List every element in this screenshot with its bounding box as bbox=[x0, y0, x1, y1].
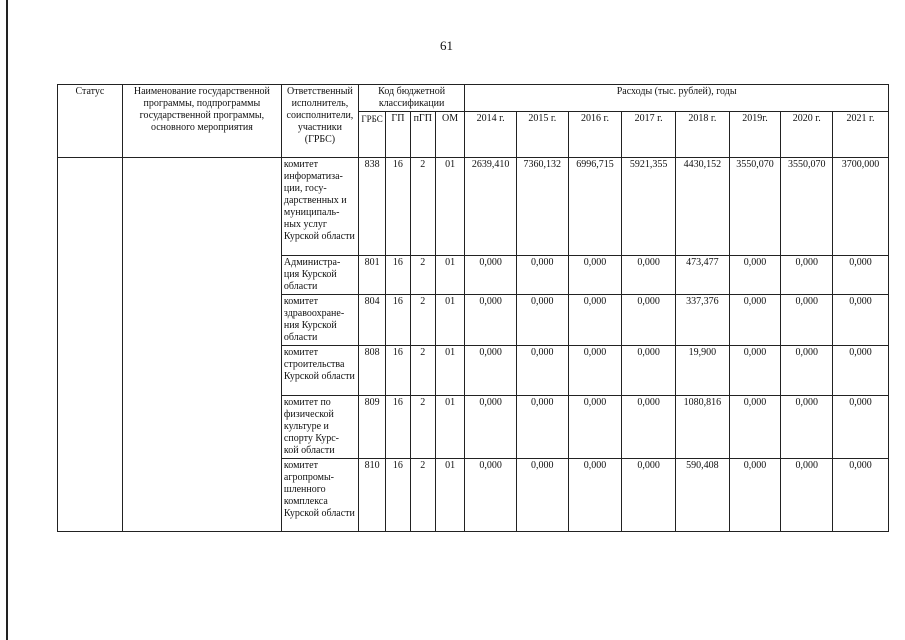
value-cell: 0,000 bbox=[622, 295, 676, 346]
header-expenses: Расходы (тыс. рублей), годы bbox=[465, 85, 889, 112]
pgp-cell: 2 bbox=[410, 459, 435, 532]
om-cell: 01 bbox=[435, 256, 464, 295]
om-cell: 01 bbox=[435, 396, 464, 459]
value-cell: 0,000 bbox=[516, 295, 568, 346]
pgp-cell: 2 bbox=[410, 158, 435, 256]
om-cell: 01 bbox=[435, 346, 464, 396]
value-cell: 0,000 bbox=[833, 396, 889, 459]
page-number: 61 bbox=[440, 38, 453, 53]
header-row-1 bbox=[58, 85, 889, 112]
value-cell: 0,000 bbox=[781, 256, 833, 295]
value-cell: 0,000 bbox=[833, 256, 889, 295]
gp-cell: 16 bbox=[386, 346, 410, 396]
gp-cell: 16 bbox=[386, 459, 410, 532]
value-cell: 0,000 bbox=[729, 396, 781, 459]
header-year-2017: 2017 г. bbox=[622, 112, 676, 158]
value-cell: 0,000 bbox=[465, 459, 517, 532]
header-pgp: пГП bbox=[410, 112, 435, 158]
grbs-cell: 809 bbox=[358, 396, 385, 459]
value-cell: 0,000 bbox=[568, 396, 622, 459]
gp-cell: 16 bbox=[386, 295, 410, 346]
executor-cell: комитет строительства Курской области bbox=[281, 346, 358, 396]
table-row bbox=[58, 158, 889, 256]
grbs-cell: 804 bbox=[358, 295, 385, 346]
header-gp: ГП bbox=[386, 112, 410, 158]
value-cell: 0,000 bbox=[622, 459, 676, 532]
value-cell: 0,000 bbox=[516, 256, 568, 295]
header-year-2015: 2015 г. bbox=[516, 112, 568, 158]
pgp-cell: 2 bbox=[410, 295, 435, 346]
header-year-2016: 2016 г. bbox=[568, 112, 622, 158]
header-year-2014: 2014 г. bbox=[465, 112, 517, 158]
value-cell: 0,000 bbox=[465, 295, 517, 346]
header-year-2020: 2020 г. bbox=[781, 112, 833, 158]
value-cell: 0,000 bbox=[729, 459, 781, 532]
value-cell: 0,000 bbox=[729, 346, 781, 396]
value-cell: 590,408 bbox=[676, 459, 730, 532]
grbs-cell: 801 bbox=[358, 256, 385, 295]
gp-cell: 16 bbox=[386, 158, 410, 256]
executor-cell: комитет информатиза- ции, госу- дарственных и муниципаль- ных услуг Курской области bbox=[281, 158, 358, 256]
value-cell: 0,000 bbox=[781, 346, 833, 396]
header-year-2018: 2018 г. bbox=[676, 112, 730, 158]
budget-table bbox=[57, 84, 889, 532]
value-cell: 337,376 bbox=[676, 295, 730, 346]
om-cell: 01 bbox=[435, 459, 464, 532]
value-cell: 0,000 bbox=[568, 295, 622, 346]
value-cell: 0,000 bbox=[516, 346, 568, 396]
value-cell: 0,000 bbox=[622, 396, 676, 459]
header-executor: Ответственный исполнитель, соисполнители, участники (ГРБС) bbox=[281, 85, 358, 158]
value-cell: 0,000 bbox=[568, 346, 622, 396]
pgp-cell: 2 bbox=[410, 396, 435, 459]
value-cell: 0,000 bbox=[516, 459, 568, 532]
value-cell: 0,000 bbox=[729, 295, 781, 346]
value-cell: 3700,000 bbox=[833, 158, 889, 256]
om-cell: 01 bbox=[435, 158, 464, 256]
header-year-2019: 2019г. bbox=[729, 112, 781, 158]
executor-cell: комитет агропромы- шленного комплекса Курской области bbox=[281, 459, 358, 532]
value-cell: 3550,070 bbox=[781, 158, 833, 256]
executor-cell: комитет по физической культуре и спорту Курс- кой области bbox=[281, 396, 358, 459]
value-cell: 0,000 bbox=[781, 459, 833, 532]
header-om: ОМ bbox=[435, 112, 464, 158]
page-left-border bbox=[6, 0, 8, 640]
grbs-cell: 810 bbox=[358, 459, 385, 532]
value-cell: 1080,816 bbox=[676, 396, 730, 459]
value-cell: 0,000 bbox=[781, 396, 833, 459]
value-cell: 7360,132 bbox=[516, 158, 568, 256]
value-cell: 0,000 bbox=[729, 256, 781, 295]
value-cell: 5921,355 bbox=[622, 158, 676, 256]
value-cell: 2639,410 bbox=[465, 158, 517, 256]
value-cell: 473,477 bbox=[676, 256, 730, 295]
value-cell: 0,000 bbox=[465, 346, 517, 396]
grbs-cell: 838 bbox=[358, 158, 385, 256]
value-cell: 0,000 bbox=[622, 256, 676, 295]
value-cell: 6996,715 bbox=[568, 158, 622, 256]
value-cell: 0,000 bbox=[833, 346, 889, 396]
status-cell bbox=[58, 158, 123, 532]
gp-cell: 16 bbox=[386, 396, 410, 459]
header-year-2021: 2021 г. bbox=[833, 112, 889, 158]
pgp-cell: 2 bbox=[410, 256, 435, 295]
value-cell: 0,000 bbox=[568, 256, 622, 295]
grbs-cell: 808 bbox=[358, 346, 385, 396]
value-cell: 0,000 bbox=[465, 396, 517, 459]
value-cell: 0,000 bbox=[465, 256, 517, 295]
gp-cell: 16 bbox=[386, 256, 410, 295]
value-cell: 0,000 bbox=[833, 459, 889, 532]
executor-cell: Администра- ция Курской области bbox=[281, 256, 358, 295]
header-name: Наименование государственной программы, подпрограммы государственной программы, основного мероприятия bbox=[122, 85, 281, 158]
header-status: Статус bbox=[58, 85, 123, 158]
name-cell bbox=[122, 158, 281, 532]
value-cell: 0,000 bbox=[833, 295, 889, 346]
value-cell: 0,000 bbox=[516, 396, 568, 459]
header-grbs: ГРБС bbox=[358, 112, 385, 158]
value-cell: 0,000 bbox=[622, 346, 676, 396]
value-cell: 19,900 bbox=[676, 346, 730, 396]
header-budget-code: Код бюджетной классификации bbox=[358, 85, 464, 112]
om-cell: 01 bbox=[435, 295, 464, 346]
value-cell: 0,000 bbox=[568, 459, 622, 532]
executor-cell: комитет здравоохране- ния Курской области bbox=[281, 295, 358, 346]
value-cell: 0,000 bbox=[781, 295, 833, 346]
value-cell: 4430,152 bbox=[676, 158, 730, 256]
pgp-cell: 2 bbox=[410, 346, 435, 396]
value-cell: 3550,070 bbox=[729, 158, 781, 256]
